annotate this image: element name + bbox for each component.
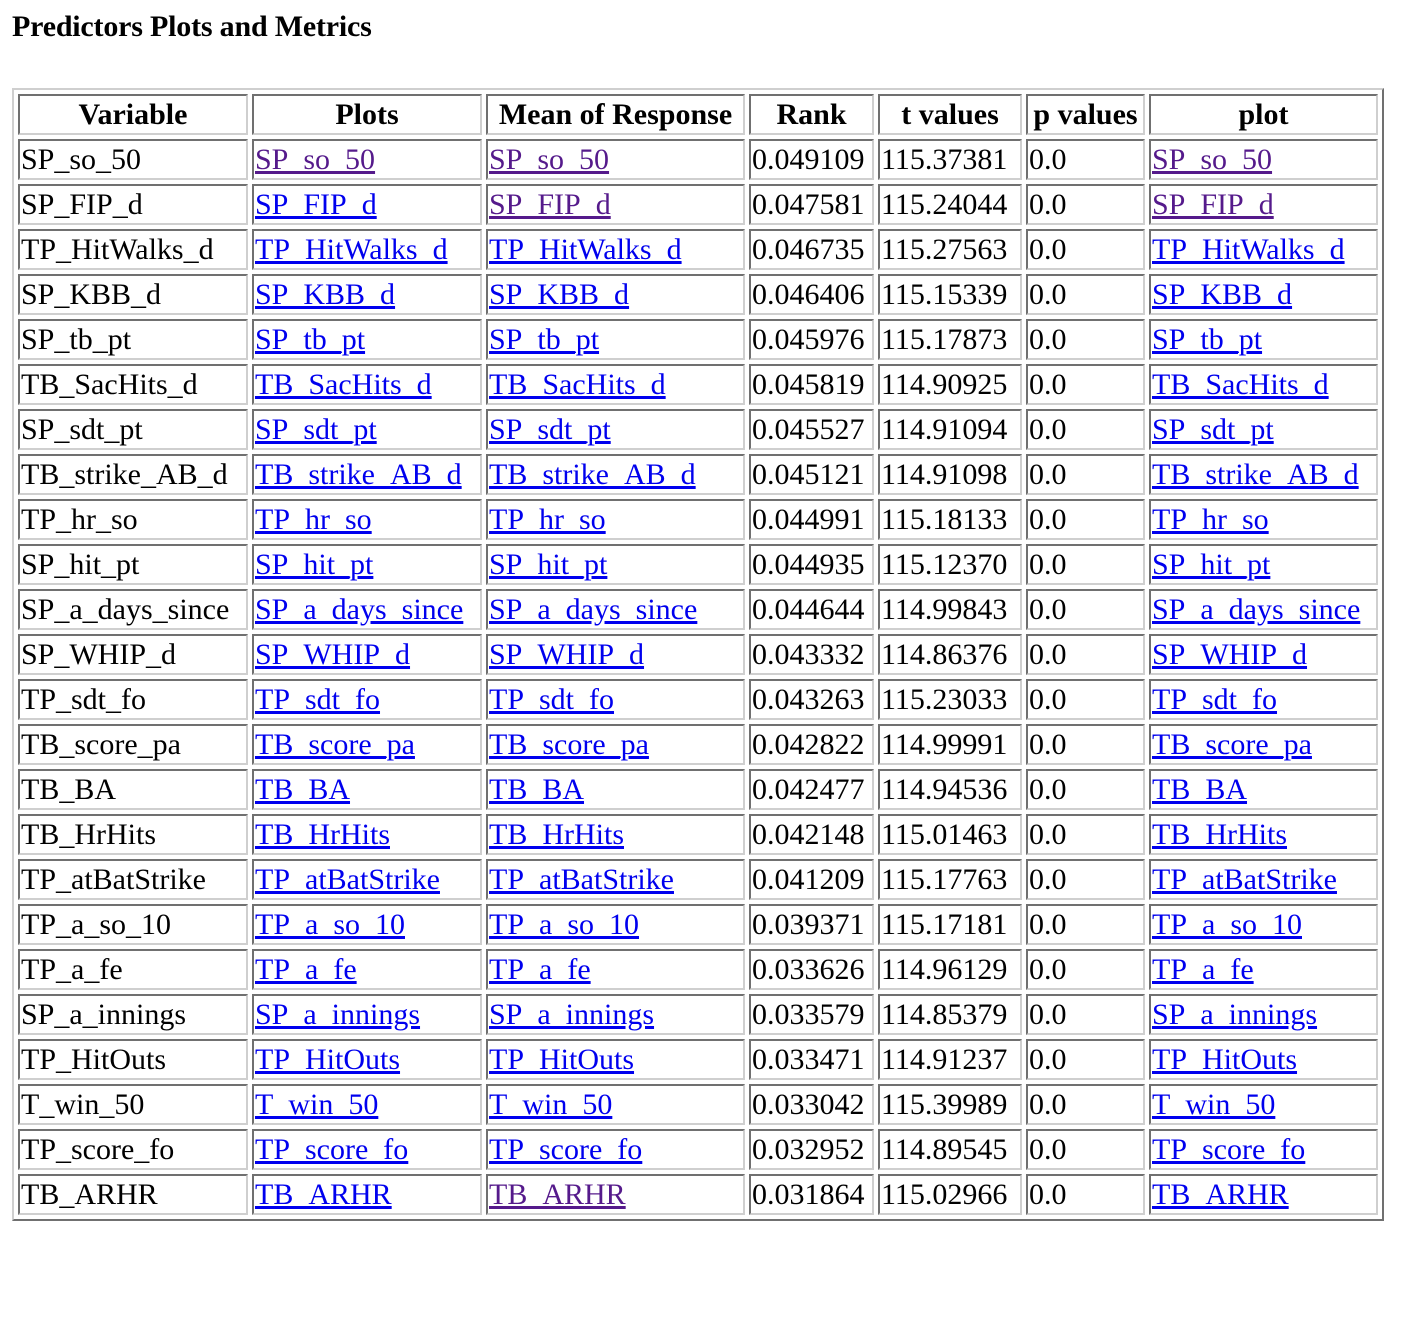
mean-of-response-link[interactable]: TB_score_pa	[489, 727, 649, 761]
plots-link[interactable]: SP_WHIP_d	[255, 637, 411, 671]
table-row	[18, 274, 1378, 315]
mean-of-response-link[interactable]: SP_a_days_since	[489, 592, 698, 626]
table-row	[18, 319, 1378, 360]
column-header-rank: Rank	[749, 94, 874, 135]
plot-link[interactable]: TB_score_pa	[1152, 727, 1312, 761]
mean-of-response-cell	[486, 724, 745, 765]
plot-cell	[1149, 274, 1378, 315]
plots-link[interactable]: SP_FIP_d	[255, 187, 377, 221]
rank-cell: 0.046406	[749, 274, 874, 315]
plots-link[interactable]: TP_atBatStrike	[255, 862, 440, 896]
rank-cell: 0.039371	[749, 904, 874, 945]
column-header-plot: plot	[1149, 94, 1378, 135]
rank-cell: 0.049109	[749, 139, 874, 180]
page-title: Predictors Plots and Metrics	[12, 10, 372, 43]
plots-link[interactable]: TB_SacHits_d	[255, 367, 432, 401]
plot-link[interactable]: TP_sdt_fo	[1152, 682, 1278, 716]
mean-of-response-link[interactable]: TB_SacHits_d	[489, 367, 666, 401]
p-value-cell: 0.0	[1026, 499, 1145, 540]
variable-cell: TP_a_so_10	[18, 904, 248, 945]
plot-link[interactable]: TB_strike_AB_d	[1152, 457, 1359, 491]
plots-cell	[252, 814, 482, 855]
mean-of-response-link[interactable]: SP_a_innings	[489, 997, 655, 1031]
t-value-cell: 115.37381	[878, 139, 1022, 180]
plots-cell	[252, 949, 482, 990]
mean-of-response-link[interactable]: TB_HrHits	[489, 817, 624, 851]
t-value-cell: 114.99991	[878, 724, 1022, 765]
variable-cell: SP_sdt_pt	[18, 409, 248, 450]
p-value-cell: 0.0	[1026, 1039, 1145, 1080]
plot-link[interactable]: SP_so_50	[1152, 142, 1273, 176]
mean-of-response-link[interactable]: TB_BA	[489, 772, 585, 806]
t-value-cell: 115.01463	[878, 814, 1022, 855]
column-header-variable: Variable	[18, 94, 248, 135]
column-header-mean-of-response: Mean of Response	[486, 94, 745, 135]
t-value-cell: 115.15339	[878, 274, 1022, 315]
mean-of-response-cell	[486, 499, 745, 540]
p-value-cell: 0.0	[1026, 364, 1145, 405]
rank-cell: 0.047581	[749, 184, 874, 225]
table-row	[18, 1039, 1378, 1080]
t-value-cell: 115.39989	[878, 1084, 1022, 1125]
plot-cell	[1149, 409, 1378, 450]
rank-cell: 0.043332	[749, 634, 874, 675]
variable-cell: TP_HitOuts	[18, 1039, 248, 1080]
mean-of-response-cell	[486, 994, 745, 1035]
table-row	[18, 409, 1378, 450]
plots-cell	[252, 724, 482, 765]
rank-cell: 0.045976	[749, 319, 874, 360]
plot-cell	[1149, 364, 1378, 405]
mean-of-response-cell	[486, 139, 745, 180]
plots-link[interactable]: SP_hit_pt	[255, 547, 374, 581]
plot-link[interactable]: TP_HitWalks_d	[1152, 232, 1345, 266]
plot-cell	[1149, 499, 1378, 540]
mean-of-response-link[interactable]: SP_FIP_d	[489, 187, 611, 221]
rank-cell: 0.042477	[749, 769, 874, 810]
p-value-cell: 0.0	[1026, 544, 1145, 585]
variable-cell: TP_hr_so	[18, 499, 248, 540]
table-row	[18, 769, 1378, 810]
plot-link[interactable]: SP_a_innings	[1152, 997, 1318, 1031]
plot-cell	[1149, 949, 1378, 990]
p-value-cell: 0.0	[1026, 1174, 1145, 1215]
t-value-cell: 115.17763	[878, 859, 1022, 900]
plot-cell	[1149, 229, 1378, 270]
variable-cell: TP_HitWalks_d	[18, 229, 248, 270]
variable-cell: SP_a_days_since	[18, 589, 248, 630]
table-row	[18, 184, 1378, 225]
rank-cell: 0.044935	[749, 544, 874, 585]
plots-link[interactable]: TP_sdt_fo	[255, 682, 381, 716]
variable-cell: TP_score_fo	[18, 1129, 248, 1170]
column-header-plots: Plots	[252, 94, 482, 135]
p-value-cell: 0.0	[1026, 994, 1145, 1035]
plots-link[interactable]: TP_hr_so	[255, 502, 372, 536]
variable-cell: TP_a_fe	[18, 949, 248, 990]
mean-of-response-link[interactable]: SP_WHIP_d	[489, 637, 645, 671]
mean-of-response-link[interactable]: TP_sdt_fo	[489, 682, 615, 716]
variable-cell: SP_WHIP_d	[18, 634, 248, 675]
plot-link[interactable]: TB_SacHits_d	[1152, 367, 1329, 401]
mean-of-response-cell	[486, 364, 745, 405]
variable-cell: SP_so_50	[18, 139, 248, 180]
p-value-cell: 0.0	[1026, 184, 1145, 225]
plot-cell	[1149, 1084, 1378, 1125]
plot-link[interactable]: TB_ARHR	[1152, 1177, 1289, 1211]
plots-link[interactable]: SP_tb_pt	[255, 322, 366, 356]
plots-link[interactable]: TB_score_pa	[255, 727, 415, 761]
t-value-cell: 114.91094	[878, 409, 1022, 450]
mean-of-response-cell	[486, 544, 745, 585]
plot-cell	[1149, 859, 1378, 900]
plots-link[interactable]: TB_ARHR	[255, 1177, 392, 1211]
variable-cell: TB_HrHits	[18, 814, 248, 855]
plots-link[interactable]: T_win_50	[255, 1087, 379, 1121]
p-value-cell: 0.0	[1026, 229, 1145, 270]
rank-cell: 0.042822	[749, 724, 874, 765]
plots-cell	[252, 994, 482, 1035]
rank-cell: 0.042148	[749, 814, 874, 855]
rank-cell: 0.041209	[749, 859, 874, 900]
mean-of-response-cell	[486, 949, 745, 990]
plots-cell	[252, 409, 482, 450]
variable-cell: TB_BA	[18, 769, 248, 810]
table-body	[18, 139, 1378, 1215]
variable-cell: TP_sdt_fo	[18, 679, 248, 720]
table-row	[18, 949, 1378, 990]
plot-link[interactable]: SP_tb_pt	[1152, 322, 1263, 356]
mean-of-response-link[interactable]: TP_a_fe	[489, 952, 591, 986]
p-value-cell: 0.0	[1026, 949, 1145, 990]
rank-cell: 0.033626	[749, 949, 874, 990]
mean-of-response-link[interactable]: TP_score_fo	[489, 1132, 643, 1166]
plot-cell	[1149, 589, 1378, 630]
t-value-cell: 114.91237	[878, 1039, 1022, 1080]
rank-cell: 0.031864	[749, 1174, 874, 1215]
mean-of-response-link[interactable]: SP_hit_pt	[489, 547, 608, 581]
plots-cell	[252, 1039, 482, 1080]
table-row	[18, 679, 1378, 720]
table-row	[18, 544, 1378, 585]
table-row	[18, 994, 1378, 1035]
mean-of-response-cell	[486, 1129, 745, 1170]
rank-cell: 0.033579	[749, 994, 874, 1035]
plot-link[interactable]: TB_BA	[1152, 772, 1248, 806]
table-row	[18, 1129, 1378, 1170]
rank-cell: 0.045121	[749, 454, 874, 495]
p-value-cell: 0.0	[1026, 679, 1145, 720]
mean-of-response-cell	[486, 274, 745, 315]
p-value-cell: 0.0	[1026, 409, 1145, 450]
t-value-cell: 115.23033	[878, 679, 1022, 720]
table-header-row	[18, 94, 1378, 135]
table-row	[18, 589, 1378, 630]
plot-link[interactable]: SP_sdt_pt	[1152, 412, 1274, 446]
mean-of-response-cell	[486, 319, 745, 360]
plots-cell	[252, 1174, 482, 1215]
mean-of-response-link[interactable]: SP_KBB_d	[489, 277, 630, 311]
t-value-cell: 114.85379	[878, 994, 1022, 1035]
variable-cell: TP_atBatStrike	[18, 859, 248, 900]
rank-cell: 0.046735	[749, 229, 874, 270]
variable-cell: SP_KBB_d	[18, 274, 248, 315]
mean-of-response-link[interactable]: TB_ARHR	[489, 1177, 626, 1211]
mean-of-response-link[interactable]: TP_HitWalks_d	[489, 232, 682, 266]
plots-cell	[252, 769, 482, 810]
plots-cell	[252, 184, 482, 225]
table-row	[18, 139, 1378, 180]
t-value-cell: 114.89545	[878, 1129, 1022, 1170]
mean-of-response-link[interactable]: TP_a_so_10	[489, 907, 639, 941]
variable-cell: TB_strike_AB_d	[18, 454, 248, 495]
table-row	[18, 904, 1378, 945]
plot-link[interactable]: SP_WHIP_d	[1152, 637, 1308, 671]
plots-cell	[252, 589, 482, 630]
plots-cell	[252, 229, 482, 270]
t-value-cell: 114.86376	[878, 634, 1022, 675]
mean-of-response-cell	[486, 454, 745, 495]
rank-cell: 0.044991	[749, 499, 874, 540]
t-value-cell: 114.99843	[878, 589, 1022, 630]
t-value-cell: 114.96129	[878, 949, 1022, 990]
table-row	[18, 1174, 1378, 1215]
plot-cell	[1149, 994, 1378, 1035]
t-value-cell: 115.27563	[878, 229, 1022, 270]
t-value-cell: 114.94536	[878, 769, 1022, 810]
plot-link[interactable]: TP_atBatStrike	[1152, 862, 1337, 896]
mean-of-response-link[interactable]: SP_tb_pt	[489, 322, 600, 356]
plot-link[interactable]: SP_a_days_since	[1152, 592, 1361, 626]
t-value-cell: 115.18133	[878, 499, 1022, 540]
plot-link[interactable]: SP_KBB_d	[1152, 277, 1293, 311]
rank-cell: 0.043263	[749, 679, 874, 720]
plots-link[interactable]: TP_HitOuts	[255, 1042, 401, 1076]
plots-cell	[252, 499, 482, 540]
mean-of-response-cell	[486, 1039, 745, 1080]
plots-link[interactable]: TP_a_fe	[255, 952, 357, 986]
table-row	[18, 499, 1378, 540]
plot-link[interactable]: TP_a_so_10	[1152, 907, 1302, 941]
table-row	[18, 1084, 1378, 1125]
plots-link[interactable]: TB_strike_AB_d	[255, 457, 462, 491]
table-row	[18, 634, 1378, 675]
plots-cell	[252, 454, 482, 495]
variable-cell: TB_SacHits_d	[18, 364, 248, 405]
plots-cell	[252, 139, 482, 180]
plot-cell	[1149, 1174, 1378, 1215]
plots-link[interactable]: SP_sdt_pt	[255, 412, 377, 446]
rank-cell: 0.044644	[749, 589, 874, 630]
plots-cell	[252, 1129, 482, 1170]
table-row	[18, 454, 1378, 495]
variable-cell: SP_tb_pt	[18, 319, 248, 360]
mean-of-response-link[interactable]: SP_so_50	[489, 142, 610, 176]
plot-cell	[1149, 634, 1378, 675]
p-value-cell: 0.0	[1026, 319, 1145, 360]
t-value-cell: 115.12370	[878, 544, 1022, 585]
plot-cell	[1149, 139, 1378, 180]
p-value-cell: 0.0	[1026, 724, 1145, 765]
p-value-cell: 0.0	[1026, 814, 1145, 855]
mean-of-response-cell	[486, 634, 745, 675]
plots-link[interactable]: TP_score_fo	[255, 1132, 409, 1166]
mean-of-response-link[interactable]: TP_hr_so	[489, 502, 606, 536]
plots-link[interactable]: TB_BA	[255, 772, 351, 806]
plot-link[interactable]: T_win_50	[1152, 1087, 1276, 1121]
plot-link[interactable]: SP_FIP_d	[1152, 187, 1274, 221]
table-row	[18, 814, 1378, 855]
plots-cell	[252, 1084, 482, 1125]
t-value-cell: 114.91098	[878, 454, 1022, 495]
p-value-cell: 0.0	[1026, 904, 1145, 945]
mean-of-response-cell	[486, 1174, 745, 1215]
mean-of-response-link[interactable]: T_win_50	[489, 1087, 613, 1121]
plot-link[interactable]: TP_HitOuts	[1152, 1042, 1298, 1076]
table-row	[18, 724, 1378, 765]
t-value-cell: 115.17873	[878, 319, 1022, 360]
p-value-cell: 0.0	[1026, 454, 1145, 495]
rank-cell: 0.045819	[749, 364, 874, 405]
table-row	[18, 859, 1378, 900]
p-value-cell: 0.0	[1026, 139, 1145, 180]
mean-of-response-link[interactable]: TP_atBatStrike	[489, 862, 674, 896]
plot-cell	[1149, 769, 1378, 810]
mean-of-response-cell	[486, 904, 745, 945]
plots-link[interactable]: SP_a_innings	[255, 997, 421, 1031]
plots-cell	[252, 634, 482, 675]
plots-cell	[252, 859, 482, 900]
t-value-cell: 115.24044	[878, 184, 1022, 225]
plot-cell	[1149, 814, 1378, 855]
plot-cell	[1149, 904, 1378, 945]
p-value-cell: 0.0	[1026, 859, 1145, 900]
plots-cell	[252, 319, 482, 360]
t-value-cell: 115.02966	[878, 1174, 1022, 1215]
mean-of-response-cell	[486, 229, 745, 270]
plot-cell	[1149, 184, 1378, 225]
plot-cell	[1149, 679, 1378, 720]
plots-cell	[252, 544, 482, 585]
plots-link[interactable]: SP_so_50	[255, 142, 376, 176]
mean-of-response-link[interactable]: SP_sdt_pt	[489, 412, 611, 446]
mean-of-response-cell	[486, 814, 745, 855]
plot-link[interactable]: TP_score_fo	[1152, 1132, 1306, 1166]
plot-link[interactable]: TP_a_fe	[1152, 952, 1254, 986]
plots-link[interactable]: TP_a_so_10	[255, 907, 405, 941]
mean-of-response-link[interactable]: TB_strike_AB_d	[489, 457, 696, 491]
table-row	[18, 364, 1378, 405]
plot-cell	[1149, 1129, 1378, 1170]
mean-of-response-cell	[486, 589, 745, 630]
plots-cell	[252, 274, 482, 315]
variable-cell: TB_ARHR	[18, 1174, 248, 1215]
plots-cell	[252, 679, 482, 720]
plot-cell	[1149, 1039, 1378, 1080]
plot-link[interactable]: TP_hr_so	[1152, 502, 1269, 536]
mean-of-response-cell	[486, 679, 745, 720]
column-header-p-values: p values	[1026, 94, 1145, 135]
p-value-cell: 0.0	[1026, 589, 1145, 630]
rank-cell: 0.033471	[749, 1039, 874, 1080]
mean-of-response-cell	[486, 859, 745, 900]
p-value-cell: 0.0	[1026, 1129, 1145, 1170]
variable-cell: TB_score_pa	[18, 724, 248, 765]
plots-link[interactable]: TP_HitWalks_d	[255, 232, 448, 266]
plots-cell	[252, 364, 482, 405]
plot-cell	[1149, 544, 1378, 585]
p-value-cell: 0.0	[1026, 1084, 1145, 1125]
plots-link[interactable]: SP_KBB_d	[255, 277, 396, 311]
rank-cell: 0.033042	[749, 1084, 874, 1125]
metrics-table	[12, 88, 1384, 1221]
plots-link[interactable]: TB_HrHits	[255, 817, 390, 851]
plots-cell	[252, 904, 482, 945]
table-row	[18, 229, 1378, 270]
plot-link[interactable]: SP_hit_pt	[1152, 547, 1271, 581]
mean-of-response-cell	[486, 769, 745, 810]
plot-cell	[1149, 724, 1378, 765]
mean-of-response-cell	[486, 409, 745, 450]
variable-cell: SP_a_innings	[18, 994, 248, 1035]
plot-cell	[1149, 319, 1378, 360]
plot-cell	[1149, 454, 1378, 495]
mean-of-response-cell	[486, 1084, 745, 1125]
column-header-t-values: t values	[878, 94, 1022, 135]
p-value-cell: 0.0	[1026, 274, 1145, 315]
p-value-cell: 0.0	[1026, 769, 1145, 810]
plots-link[interactable]: SP_a_days_since	[255, 592, 464, 626]
t-value-cell: 115.17181	[878, 904, 1022, 945]
plot-link[interactable]: TB_HrHits	[1152, 817, 1287, 851]
variable-cell: SP_hit_pt	[18, 544, 248, 585]
rank-cell: 0.045527	[749, 409, 874, 450]
mean-of-response-cell	[486, 184, 745, 225]
mean-of-response-link[interactable]: TP_HitOuts	[489, 1042, 635, 1076]
p-value-cell: 0.0	[1026, 634, 1145, 675]
rank-cell: 0.032952	[749, 1129, 874, 1170]
variable-cell: T_win_50	[18, 1084, 248, 1125]
variable-cell: SP_FIP_d	[18, 184, 248, 225]
t-value-cell: 114.90925	[878, 364, 1022, 405]
